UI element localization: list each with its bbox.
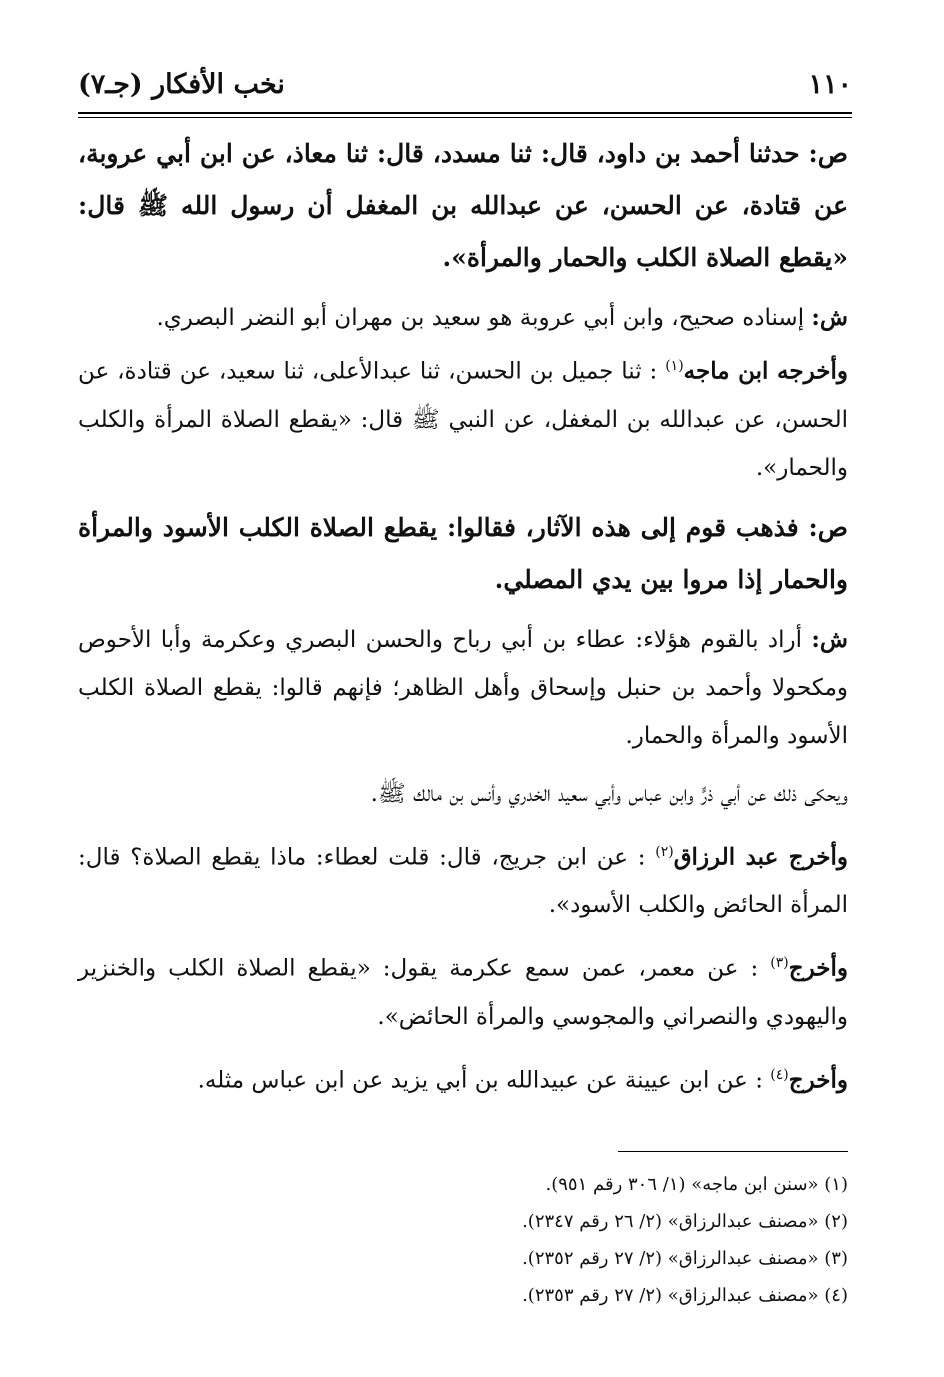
footnote-ref-1[interactable]: (١)	[665, 358, 684, 374]
commentary-paragraph-6	[78, 1051, 848, 1105]
header-divider	[78, 112, 852, 118]
commentary-paragraph-5	[78, 939, 848, 1041]
footnote-ref-3[interactable]: (٣)	[770, 955, 789, 972]
footnote-2: (٢) «مصنف عبدالرزاق» (٢/ ٢٦ رقم ٢٣٤٧).	[522, 1211, 848, 1232]
commentary-paragraph-2	[78, 616, 848, 760]
paragraph-label: وأخرج	[788, 1066, 848, 1094]
commentary-paragraph-1	[78, 294, 848, 492]
main-text	[78, 128, 848, 1115]
paragraph-label: ش:	[811, 304, 848, 331]
paragraph-label: ص:	[808, 512, 848, 542]
paragraph-text: : عن معمر، عمن سمع عكرمة يقول: «يقطع الصلاة الكلب والخنزير واليهودي والنصراني والمجوسي والمرأة الحائض».	[78, 955, 848, 1030]
footnote-3: (٣) «مصنف عبدالرزاق» (٢/ ٢٧ رقم ٢٣٥٢).	[522, 1248, 848, 1269]
page-header	[78, 62, 852, 106]
footnote-ref-2[interactable]: (٢)	[655, 843, 674, 860]
paragraph-label: ص:	[808, 139, 848, 168]
hadith-paragraph-2	[78, 502, 848, 606]
paragraph-text: : عن ابن عيينة عن عبيدالله بن أبي يزيد عن ابن عباس مثله.	[197, 1067, 763, 1094]
paragraph-label: وأخرج عبد الرزاق	[673, 843, 849, 871]
paragraph-text: أراد بالقوم هؤلاء: عطاء بن أبي رباح والحسن البصري وعكرمة وأبا الأحوص ومكحولا وأحمد بن حنبل وإسحاق وأهل الظاهر؛ فإنهم قالوا: يقطع الصلاة الكلب الأسود والمرأة والحمار.	[78, 626, 848, 749]
paragraph-label: وأخرجه ابن ماجه	[683, 357, 848, 385]
paragraph-text: : ثنا جميل بن الحسن، ثنا عبدالأعلى، ثنا سعيد، عن قتادة، عن الحسن، عن عبدالله بن المغفل، عن النبي ﷺ قال: «يقطع الصلاة المرأة والكلب والحمار».	[78, 358, 848, 481]
paragraph-text: فذهب قوم إلى هذه الآثار، فقالوا: يقطع الصلاة الكلب الأسود والمرأة والحمار إذا مروا بين يدي المصلي.	[78, 512, 848, 594]
commentary-paragraph-3	[78, 770, 848, 818]
page-number: ١١٠	[808, 68, 852, 100]
commentary-paragraph-4	[78, 828, 848, 930]
paragraph-text: حدثنا أحمد بن داود، قال: ثنا مسدد، قال: ثنا معاذ، عن ابن أبي عروبة، عن قتادة، عن الحسن، عن عبدالله بن المغفل أن رسول الله ﷺ قال: «يقطع الصلاة الكلب والحمار والمرأة».	[78, 139, 848, 272]
hadith-paragraph-1	[78, 128, 848, 284]
footnotes	[300, 1166, 848, 1314]
footnote-1: (١) «سنن ابن ماجه» (١/ ٣٠٦ رقم ٩٥١).	[545, 1174, 848, 1195]
footnote-divider	[618, 1151, 848, 1152]
paragraph-label: ش:	[811, 625, 848, 653]
footnote-ref-4[interactable]: (٤)	[770, 1066, 789, 1083]
paragraph-text: ويحكى ذلك عن أبي ذرٍّ وابن عباس وأبي سعيد الخدري وأنس بن مالك ﷺ.	[370, 780, 848, 807]
book-title: نخب الأفكار (جـ٧)	[78, 68, 285, 100]
footnote-4: (٤) «مصنف عبدالرزاق» (٢/ ٢٧ رقم ٢٣٥٣).	[522, 1285, 848, 1306]
paragraph-text: : عن ابن جريج، قال: قلت لعطاء: ماذا يقطع الصلاة؟ قال: المرأة الحائض والكلب الأسود».	[78, 844, 848, 919]
paragraph-text: إسناده صحيح، وابن أبي عروبة هو سعيد بن مهران أبو النضر البصري.	[156, 305, 805, 331]
paragraph-label: وأخرج	[788, 954, 849, 982]
